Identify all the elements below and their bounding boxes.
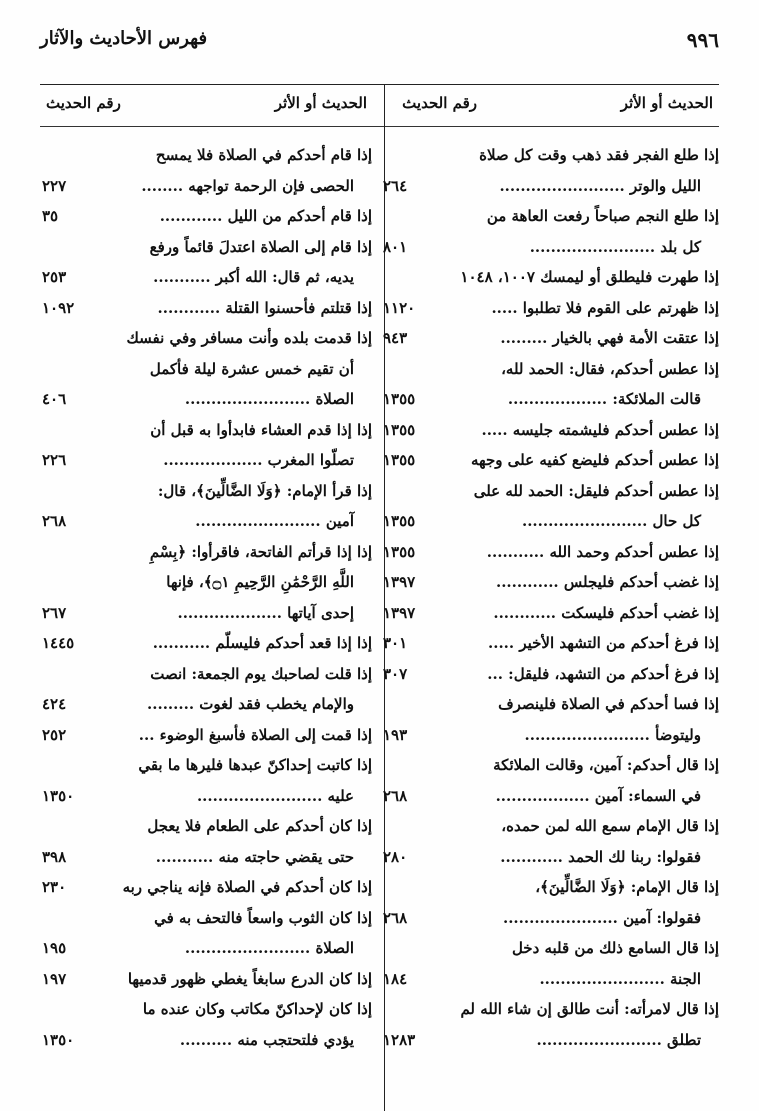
hadith-number: ١٣٥٥ <box>383 451 416 469</box>
entry-text-line: قالت الملائكة: ................... <box>507 390 701 408</box>
index-entry <box>381 323 719 354</box>
entry-text-line: إذا قال الإمام سمع الله لمن حمده، <box>501 817 719 835</box>
hadith-number: ٢٦٨ <box>42 512 67 530</box>
index-entry <box>381 933 719 994</box>
entry-text-line: إذا إذا قرأتم الفاتحة، فاقرأوا: ﴿بِسْمِ <box>149 542 372 561</box>
entry-text-line: إذا فسا أحدكم في الصلاة فلينصرف <box>498 695 719 713</box>
hadith-number: ٤٢٤ <box>42 695 67 713</box>
hadith-number: ١٣٥٥ <box>383 512 416 530</box>
entry-text-line: فقولوا: ربنا لك الحمد ............ <box>500 847 701 866</box>
index-entry <box>381 476 719 537</box>
entry-text-line: إذا قلت لصاحبك يوم الجمعة: انصت <box>150 664 372 683</box>
entry-text-line: إذا غضب أحدكم فليجلس ............ <box>495 573 719 591</box>
index-entry <box>40 903 372 964</box>
entry-text-line: إذا قتلتم فأحسنوا القتلة ............ <box>157 298 372 317</box>
entry-text-line: إذا قال الإمام: ﴿وَلَا الضَّالِّينَ﴾، <box>535 878 719 896</box>
entry-text-line: إذا قام أحدكم من الليل ............ <box>159 207 372 225</box>
entry-text-line: إذا فرغ أحدكم من التشهد الأخير ..... <box>488 634 719 652</box>
left-col-text-header: الحديث أو الأثر <box>274 94 367 112</box>
index-entry <box>40 720 372 751</box>
hadith-number: ١٤٤٥ <box>42 634 75 652</box>
entry-text-line: إذا كان الثوب واسعاً فالتحف به في <box>154 908 372 927</box>
hadith-number: ٣٥ <box>42 207 59 225</box>
entry-text-line: وليتوضأ ........................ <box>524 725 701 744</box>
index-entry <box>381 872 719 933</box>
entry-text-line: إذا طلع النجم صباحاً رفعت العاهة من <box>486 207 719 225</box>
index-entry <box>381 537 719 568</box>
right-col-number-header: رقم الحديث <box>402 94 477 112</box>
index-entry <box>381 689 719 750</box>
index-entry <box>381 415 719 446</box>
hadith-number: ٢٥٣ <box>42 268 67 286</box>
index-entry <box>40 964 372 995</box>
index-entry <box>40 201 372 232</box>
hadith-number: ٢٢٧ <box>42 176 67 195</box>
hadith-number: ١٩٥ <box>42 939 67 957</box>
hadith-number: ١٣٥٠ <box>42 1030 75 1049</box>
entry-text-line: فقولوا: آمين ...................... <box>502 908 701 927</box>
hadith-number: ٢٨٠ <box>383 847 408 866</box>
entry-text-line: إذا عتقت الأمة فهي بالخيار ......... <box>500 329 719 347</box>
index-entry <box>381 659 719 690</box>
entry-text-line: كل بلد ........................ <box>529 237 701 256</box>
index-entry <box>40 537 372 629</box>
entry-text-line: إذا طلع الفجر فقد ذهب وقت كل صلاة <box>479 146 719 164</box>
index-entry <box>40 994 372 1055</box>
hadith-number: ١١٢٠ <box>383 298 416 317</box>
entry-text-line: إذا قرأ الإمام: ﴿وَلَا الضَّالِّينَ﴾، قال: <box>157 481 372 500</box>
entry-text-line: الصلاة ........................ <box>184 939 354 957</box>
entry-text-line: إذا كان أحدكم على الطعام فلا يعجل <box>147 817 372 835</box>
hadith-number: ١٣٩٧ <box>383 573 416 591</box>
entry-text-line: إذا إذا قعد أحدكم فليسلّم ........... <box>152 634 372 652</box>
index-entry <box>381 567 719 598</box>
hadith-number: ٨٠١ <box>383 237 408 256</box>
hadith-number: ٢٦٨ <box>383 786 408 805</box>
entry-text-line: إذا قال أحدكم: آمين، وقالت الملائكة <box>493 756 719 774</box>
entry-text-line: إذا عطس أحدكم وحمد الله ........... <box>486 542 719 561</box>
right-col-text-header: الحديث أو الأثر <box>620 94 713 112</box>
hadith-number: ١٣٩٧ <box>383 603 416 622</box>
entry-text-line: حتى يقضي حاجته منه ........... <box>155 847 354 866</box>
hadith-number: ١٣٥٥ <box>383 420 416 439</box>
hadith-number: ٢٣٠ <box>42 878 67 896</box>
left-col-number-header: رقم الحديث <box>46 94 121 112</box>
entry-text-line: اللَّهِ الرَّحْمَٰنِ الرَّحِيمِ ۝١﴾، فإنها <box>166 573 354 591</box>
entry-text-line: إذا عطس أحدكم فليشمته جليسه ..... <box>481 420 719 439</box>
entry-text-line: إذا فرغ أحدكم من التشهد، فليقل: ... <box>487 664 719 683</box>
hadith-number: ١٩٧ <box>42 969 67 988</box>
entry-text-line: إذا كان الدرع سابغاً يغطي ظهور قدميها <box>127 969 372 988</box>
index-entry <box>381 598 719 629</box>
index-entry <box>381 262 719 293</box>
entry-text-line: إذا قام إلى الصلاة اعتدلَ قائماً ورفع <box>149 237 372 256</box>
hadith-number: ٤٠٦ <box>42 390 67 408</box>
entry-text-line: والإمام يخطب فقد لغوت ......... <box>147 695 354 713</box>
index-entry <box>40 811 372 872</box>
entry-text-line: إذا قدمت بلده وأنت مسافر وفي نفسك <box>126 329 372 347</box>
hadith-number: ٢٢٦ <box>42 451 67 469</box>
right-column <box>381 140 719 1055</box>
hadith-number: ١٨٤ <box>383 969 408 988</box>
entry-text-line: إذا كان أحدكم في الصلاة فإنه يناجي ربه <box>122 878 372 896</box>
entry-text-line: أن تقيم خمس عشرة ليلة فأكمل <box>149 359 354 378</box>
hadith-number: ١٩٣ <box>383 725 408 744</box>
entry-text-line: إذا قمت إلى الصلاة فأسبغ الوضوء ... <box>138 725 372 744</box>
entry-text-line: إحدى آياتها .................... <box>177 603 354 622</box>
entry-text-line: إذا غضب أحدكم فليسكت ............ <box>493 603 719 622</box>
hadith-number: ١٣٥٥ <box>383 542 416 561</box>
entry-text-line: تصلّوا المغرب ................... <box>163 451 354 469</box>
header-rule <box>40 84 719 85</box>
entry-text-line: إذا طهرت فليطلق أو ليمسك ١٠٠٧، ١٠٤٨ <box>460 268 719 286</box>
hadith-number: ٣٩٨ <box>42 847 67 866</box>
index-entry <box>381 811 719 872</box>
entry-text-line: الحصى فإن الرحمة تواجهه ........ <box>141 176 354 195</box>
entry-text-line: إذا إذا قدم العشاء فابدأوا به قبل أن <box>150 420 372 439</box>
hadith-number: ٩٤٣ <box>383 329 408 347</box>
entry-text-line: إذا عطس أحدكم فليقل: الحمد لله على <box>473 481 719 500</box>
entry-text-line: في السماء: آمين .................. <box>495 786 701 805</box>
entry-text-line: كل حال ........................ <box>521 512 701 530</box>
hadith-number: ١٠٩٢ <box>42 298 75 317</box>
page-number: ٩٩٦ <box>686 28 719 52</box>
index-entry <box>40 415 372 476</box>
index-entry <box>40 659 372 720</box>
index-entry <box>40 232 372 293</box>
index-entry <box>40 628 372 659</box>
hadith-number: ٢٥٢ <box>42 725 67 744</box>
index-entry <box>40 140 372 201</box>
entry-text-line: آمين ........................ <box>195 512 354 530</box>
hadith-number: ١٢٨٣ <box>383 1030 416 1049</box>
entry-text-line: إذا قال لامرأته: أنت طالق إن شاء الله لم <box>460 1000 719 1018</box>
hadith-number: ٢٦٤ <box>383 176 408 195</box>
entry-text-line: عليه ........................ <box>196 786 354 805</box>
hadith-number: ٢٦٨ <box>383 908 408 927</box>
index-entry <box>381 994 719 1055</box>
index-entry <box>40 293 372 324</box>
entry-text-line: يؤدي فلتحتجب منه .......... <box>179 1030 354 1049</box>
index-entry <box>381 354 719 415</box>
entry-text-line: إذا ظهرتم على القوم فلا تطلبوا ..... <box>491 298 719 317</box>
hadith-number: ٣٠١ <box>383 634 408 652</box>
entry-text-line: إذا عطس أحدكم، فقال: الحمد لله، <box>501 359 719 378</box>
hadith-number: ٢٦٧ <box>42 603 67 622</box>
entry-text-line: إذا كان لإحداكنّ مكاتب وكان عنده ما <box>142 1000 372 1018</box>
entry-text-line: الليل والوتر ........................ <box>499 176 701 195</box>
entry-text-line: الجنة ........................ <box>539 969 701 988</box>
index-entry <box>40 872 372 903</box>
index-entry <box>40 750 372 811</box>
index-entry <box>40 476 372 537</box>
hadith-number: ١٣٥٠ <box>42 786 75 805</box>
index-entry <box>381 628 719 659</box>
entry-text-line: إذا كاتبت إحداكنّ عبدها فليرها ما بقي <box>138 756 372 774</box>
index-entry <box>381 201 719 262</box>
index-entry <box>40 323 372 415</box>
running-title: فهرس الأحاديث والآثار <box>40 28 208 49</box>
index-entry <box>381 445 719 476</box>
index-entry <box>381 750 719 811</box>
hadith-number: ٣٠٧ <box>383 664 408 683</box>
index-entry <box>381 293 719 324</box>
left-column <box>40 140 372 1055</box>
index-entry <box>381 140 719 201</box>
entry-text-line: الصلاة ........................ <box>184 390 354 408</box>
entry-text-line: إذا قال السامع ذلك من قلبه دخل <box>511 939 719 957</box>
entry-text-line: تطلق ........................ <box>536 1030 701 1049</box>
entry-text-line: إذا عطس أحدكم فليضع كفيه على وجهه <box>470 451 719 469</box>
entry-text-line: يديه، ثم قال: الله أكبر ........... <box>153 268 354 286</box>
column-header-rule <box>40 126 719 127</box>
page-header <box>40 28 719 62</box>
entry-text-line: إذا قام أحدكم في الصلاة فلا يمسح <box>155 146 372 164</box>
hadith-number: ١٣٥٥ <box>383 390 416 408</box>
